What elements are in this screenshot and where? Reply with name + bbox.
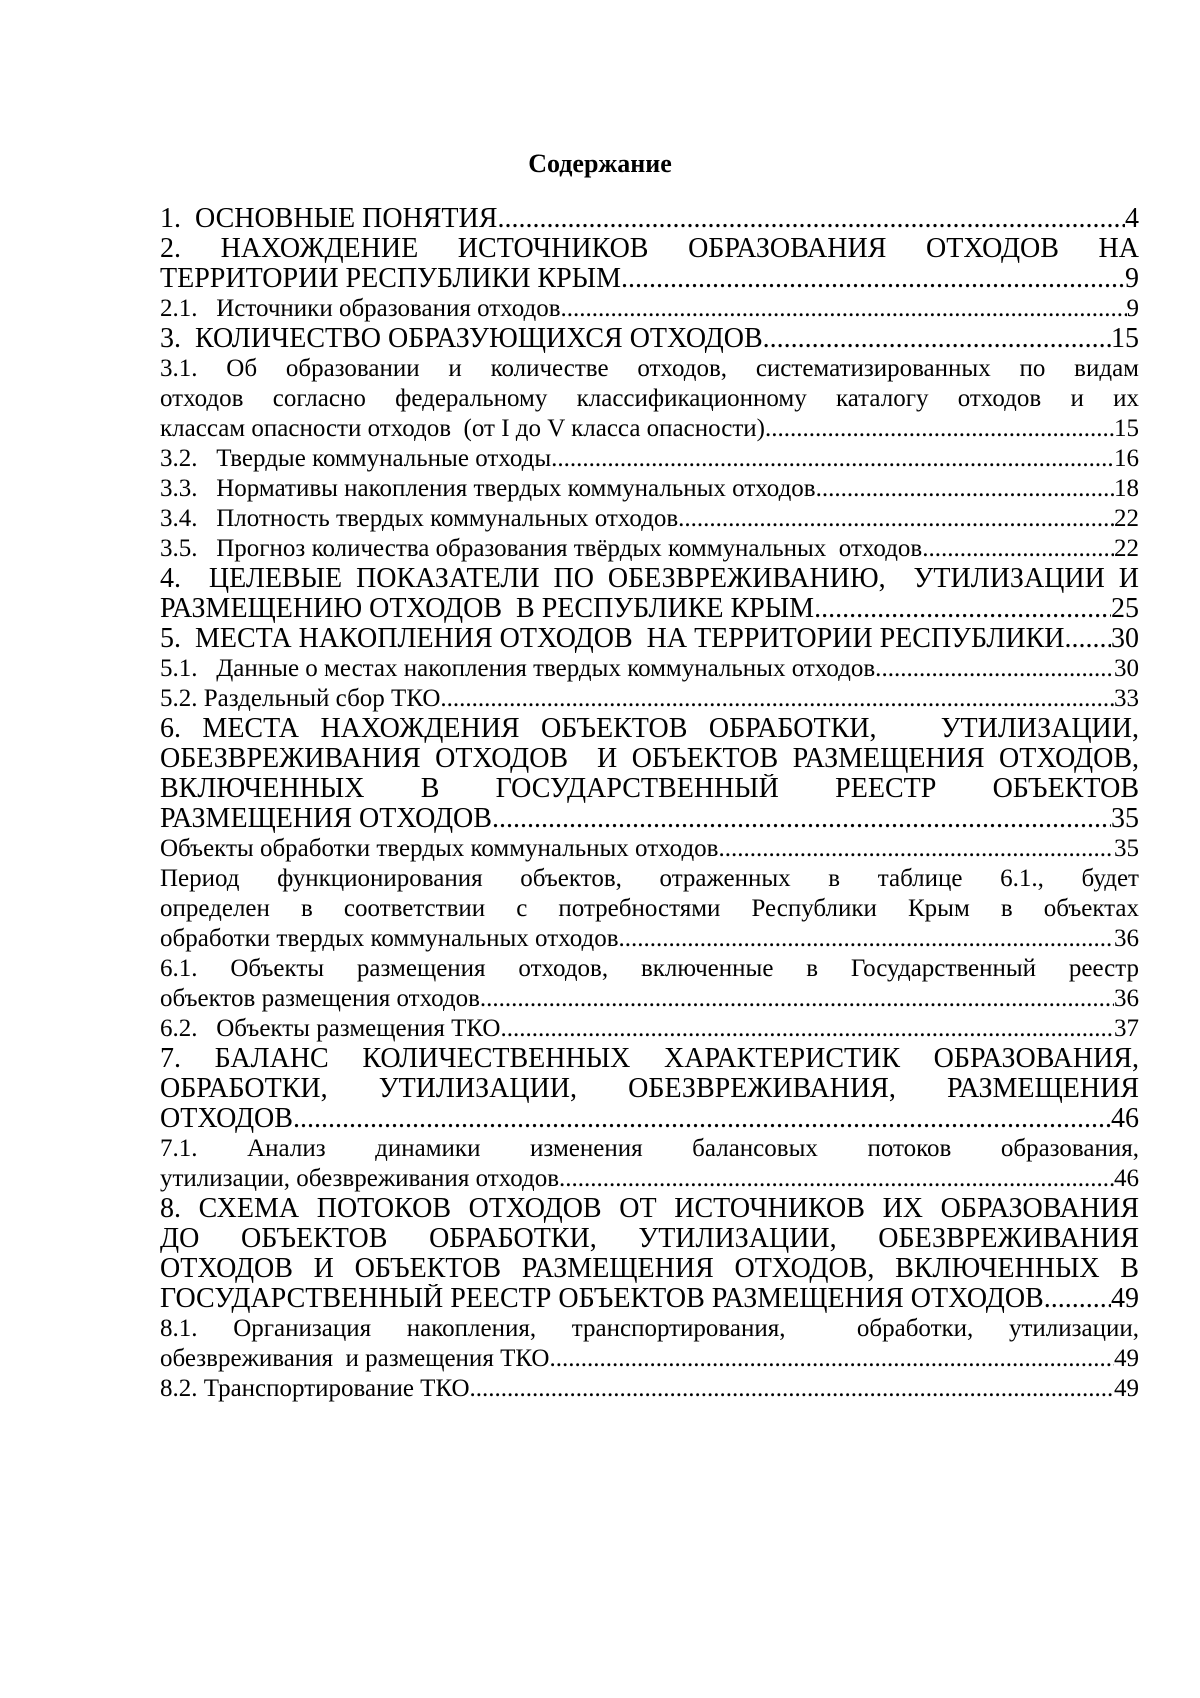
toc-dot-leader	[1065, 624, 1112, 654]
toc-entry-last-line	[160, 264, 1139, 294]
toc-entry[interactable]	[160, 294, 1139, 324]
toc-page-number: 46	[1114, 1165, 1139, 1192]
page-title: Содержание	[528, 149, 672, 178]
toc-entry-text-line: 8. СХЕМА ПОТОКОВ ОТХОДОВ ОТ ИСТОЧНИКОВ ИХ ОБРАЗОВАНИЯ	[160, 1194, 1139, 1224]
toc-entry-last-line	[160, 1284, 1139, 1314]
toc-entry-title: ОТХОДОВ	[160, 1104, 293, 1134]
toc-dot-leader	[293, 1104, 1111, 1134]
toc-dot-leader	[922, 534, 1114, 564]
toc-entry-last-line	[160, 414, 1139, 444]
toc-page-number: 37	[1114, 1015, 1139, 1042]
toc-entry-text-line: 4. ЦЕЛЕВЫЕ ПОКАЗАТЕЛИ ПО ОБЕЗВРЕЖИВАНИЮ, УТИЛИЗАЦИИ И	[160, 564, 1139, 594]
toc-entry-last-line	[160, 804, 1139, 834]
toc-entry-title: 5.2. Раздельный сбор ТКО.	[160, 685, 447, 712]
toc-entry[interactable]	[160, 834, 1139, 864]
toc-entry[interactable]	[160, 1134, 1139, 1194]
toc-entry-last-line	[160, 1014, 1139, 1044]
toc-page-number: 4	[1125, 204, 1139, 234]
toc-page-number: 22	[1114, 535, 1139, 562]
toc-entry-title: обработки твердых коммунальных отходов.	[160, 925, 625, 952]
toc-entry-last-line	[160, 624, 1139, 654]
toc-entry-title: РАЗМЕЩЕНИЯ ОТХОДОВ	[160, 804, 492, 834]
toc-page-number: 33	[1114, 685, 1139, 712]
toc-page-number: 35	[1111, 804, 1139, 834]
toc-entry-text-line: определен в соответствии с потребностями Республики Крым в объектах	[160, 895, 1139, 922]
toc-dot-leader	[561, 294, 1127, 324]
toc-entry-last-line	[160, 534, 1139, 564]
toc-entry-title: РАЗМЕЩЕНИЮ ОТХОДОВ В РЕСПУБЛИКЕ КРЫМ	[160, 594, 815, 624]
toc-page-number: 25	[1111, 594, 1139, 624]
toc-dot-leader	[763, 324, 1111, 354]
toc-entry[interactable]	[160, 474, 1139, 504]
toc-entry-title: обезвреживания и размещения ТКО	[160, 1345, 550, 1372]
toc-page-number: 9	[1126, 295, 1139, 322]
toc-entry[interactable]	[160, 864, 1139, 954]
toc-dot-leader	[492, 804, 1111, 834]
toc-entry-title: 5.1. Данные о местах накопления твердых коммунальных отходов.	[160, 655, 882, 682]
toc-entry[interactable]	[160, 204, 1139, 234]
toc-entry-last-line	[160, 1104, 1139, 1134]
toc-dot-leader	[497, 204, 1125, 234]
toc-dot-leader	[822, 474, 1114, 504]
toc-page-number: 15	[1114, 415, 1139, 442]
toc-page-number: 30	[1114, 655, 1139, 682]
toc-entry-text-line: 6. МЕСТА НАХОЖДЕНИЯ ОБЪЕКТОВ ОБРАБОТКИ, УТИЛИЗАЦИИ,	[160, 714, 1139, 744]
toc-entry-title: Объекты обработки твердых коммунальных отходов	[160, 835, 719, 862]
toc-entry-text-line: Период функционирования объектов, отраженных в таблице 6.1., будет	[160, 865, 1139, 892]
toc-entry[interactable]	[160, 444, 1139, 474]
toc-entry[interactable]	[160, 1314, 1139, 1374]
toc-entry-text-line: ДО ОБЪЕКТОВ ОБРАБОТКИ, УТИЛИЗАЦИИ, ОБЕЗВРЕЖИВАНИЯ	[160, 1224, 1139, 1254]
toc-entry-text-line: отходов согласно федеральному классификационному каталогу отходов и их	[160, 385, 1139, 412]
toc-entry-last-line	[160, 834, 1139, 864]
toc-page-number: 9	[1125, 264, 1139, 294]
toc-entry[interactable]	[160, 564, 1139, 624]
toc-entry-last-line	[160, 474, 1139, 504]
toc-dot-leader	[1044, 1284, 1111, 1314]
toc-entry-title: 2.1. Источники образования отходов	[160, 295, 561, 322]
toc-entry-title: классам опасности отходов (от I до V класса опасности)	[160, 415, 765, 442]
toc-entry-title: 1. ОСНОВНЫЕ ПОНЯТИЯ	[160, 204, 498, 234]
toc-entry[interactable]	[160, 954, 1139, 1014]
toc-entry-title: 3.5. Прогноз количества образования твёрдых коммунальных отходов	[160, 535, 923, 562]
toc-entry-title: 6.2. Объекты размещения ТКО	[160, 1015, 501, 1042]
toc-entry-title: 3. КОЛИЧЕСТВО ОБРАЗУЮЩИХСЯ ОТХОДОВ	[160, 324, 763, 354]
toc-entry[interactable]	[160, 324, 1139, 354]
toc-entry[interactable]	[160, 1014, 1139, 1044]
toc-entry-title: ТЕРРИТОРИИ РЕСПУБЛИКИ КРЫМ	[160, 264, 621, 294]
toc-entry-last-line	[160, 504, 1139, 534]
toc-entry-last-line	[160, 1374, 1139, 1404]
toc-entry-title: 3.4. Плотность твердых коммунальных отходов	[160, 505, 679, 532]
toc-entry-text-line: ВКЛЮЧЕННЫХ В ГОСУДАРСТВЕННЫЙ РЕЕСТР ОБЪЕКТОВ	[160, 774, 1139, 804]
toc-entry-last-line	[160, 1164, 1139, 1194]
toc-entry[interactable]	[160, 234, 1139, 294]
toc-entry-last-line	[160, 1344, 1139, 1374]
toc-entry-last-line	[160, 594, 1139, 624]
toc-entry-last-line	[160, 654, 1139, 684]
toc-page-number: 49	[1111, 1284, 1139, 1314]
toc-entry-text-line: ОТХОДОВ И ОБЪЕКТОВ РАЗМЕЩЕНИЯ ОТХОДОВ, ВКЛЮЧЕННЫХ В	[160, 1254, 1139, 1284]
toc-page-number: 49	[1114, 1375, 1139, 1402]
toc-page-number: 46	[1111, 1104, 1139, 1134]
toc-page-number: 35	[1114, 835, 1139, 862]
toc-entry-last-line	[160, 984, 1139, 1014]
toc-entry[interactable]	[160, 534, 1139, 564]
toc-page-number: 22	[1114, 505, 1139, 532]
toc-entry-last-line	[160, 444, 1139, 474]
toc-page-number: 15	[1111, 324, 1139, 354]
toc-entry-text-line: 3.1. Об образовании и количестве отходов, систематизированных по видам	[160, 355, 1139, 382]
toc-entry-title: ГОСУДАРСТВЕННЫЙ РЕЕСТР ОБЪЕКТОВ РАЗМЕЩЕНИЯ ОТХОДОВ	[160, 1284, 1044, 1314]
toc-page-number: 36	[1114, 985, 1139, 1012]
toc-entry-text-line: 7. БАЛАНС КОЛИЧЕСТВЕННЫХ ХАРАКТЕРИСТИК ОБРАЗОВАНИЯ,	[160, 1044, 1139, 1074]
toc-dot-leader	[621, 264, 1125, 294]
toc-entry[interactable]	[160, 714, 1139, 834]
toc-page-number: 30	[1111, 624, 1139, 654]
toc-entry-title: 5. МЕСТА НАКОПЛЕНИЯ ОТХОДОВ НА ТЕРРИТОРИИ РЕСПУБЛИКИ	[160, 624, 1065, 654]
toc-entry-title: объектов размещения отходов	[160, 985, 480, 1012]
toc-entry[interactable]	[160, 354, 1139, 444]
toc-entry[interactable]	[160, 624, 1139, 654]
toc-dot-leader	[559, 1164, 1114, 1194]
toc-entry[interactable]	[160, 1194, 1139, 1314]
toc-dot-leader	[447, 684, 1114, 714]
toc-entry-last-line	[160, 924, 1139, 954]
toc-entry[interactable]	[160, 504, 1139, 534]
toc-entry[interactable]	[160, 1374, 1139, 1404]
toc-dot-leader	[551, 444, 1114, 474]
toc-page-number: 36	[1114, 925, 1139, 952]
toc-entry-last-line	[160, 324, 1139, 354]
toc-entry-title: 3.3. Нормативы накопления твердых коммунальных отходов.	[160, 475, 822, 502]
toc-dot-leader	[765, 414, 1114, 444]
toc-dot-leader	[718, 834, 1114, 864]
toc-entry-last-line	[160, 204, 1139, 234]
toc-entry-title: 3.2. Твердые коммунальные отходы	[160, 445, 552, 472]
toc-entry-title: утилизации, обезвреживания отходов	[160, 1165, 560, 1192]
toc-entry-text-line: 2. НАХОЖДЕНИЕ ИСТОЧНИКОВ ОБРАЗОВАНИЯ ОТХОДОВ НА	[160, 234, 1139, 264]
toc-page-number: 49	[1114, 1345, 1139, 1372]
toc-entry-title: 8.2. Транспортирование ТКО	[160, 1375, 470, 1402]
toc-dot-leader	[470, 1374, 1114, 1404]
toc-entry[interactable]	[160, 684, 1139, 714]
toc-page-number: 18	[1114, 475, 1139, 502]
toc-entry-text-line: ОБЕЗВРЕЖИВАНИЯ ОТХОДОВ И ОБЪЕКТОВ РАЗМЕЩЕНИЯ ОТХОДОВ,	[160, 744, 1139, 774]
toc-entry-last-line	[160, 294, 1139, 324]
toc-dot-leader	[678, 504, 1114, 534]
toc-entry[interactable]	[160, 654, 1139, 684]
toc-page-number: 16	[1114, 445, 1139, 472]
toc-entry[interactable]	[160, 1044, 1139, 1134]
toc-entry-text-line: ОБРАБОТКИ, УТИЛИЗАЦИИ, ОБЕЗВРЕЖИВАНИЯ, РАЗМЕЩЕНИЯ	[160, 1074, 1139, 1104]
toc-dot-leader	[814, 594, 1111, 624]
toc-dot-leader	[549, 1344, 1114, 1374]
toc-entry-text-line: 7.1. Анализ динамики изменения балансовых потоков образования,	[160, 1135, 1139, 1162]
toc-dot-leader	[881, 654, 1114, 684]
toc-entry-text-line: 8.1. Организация накопления, транспортирования, обработки, утилизации,	[160, 1315, 1139, 1342]
table-of-contents	[160, 204, 1139, 1404]
toc-entry-last-line	[160, 684, 1139, 714]
toc-entry-text-line: 6.1. Объекты размещения отходов, включенные в Государственный реестр	[160, 955, 1139, 982]
toc-dot-leader	[480, 984, 1114, 1014]
toc-dot-leader	[500, 1014, 1114, 1044]
toc-dot-leader	[625, 924, 1114, 954]
